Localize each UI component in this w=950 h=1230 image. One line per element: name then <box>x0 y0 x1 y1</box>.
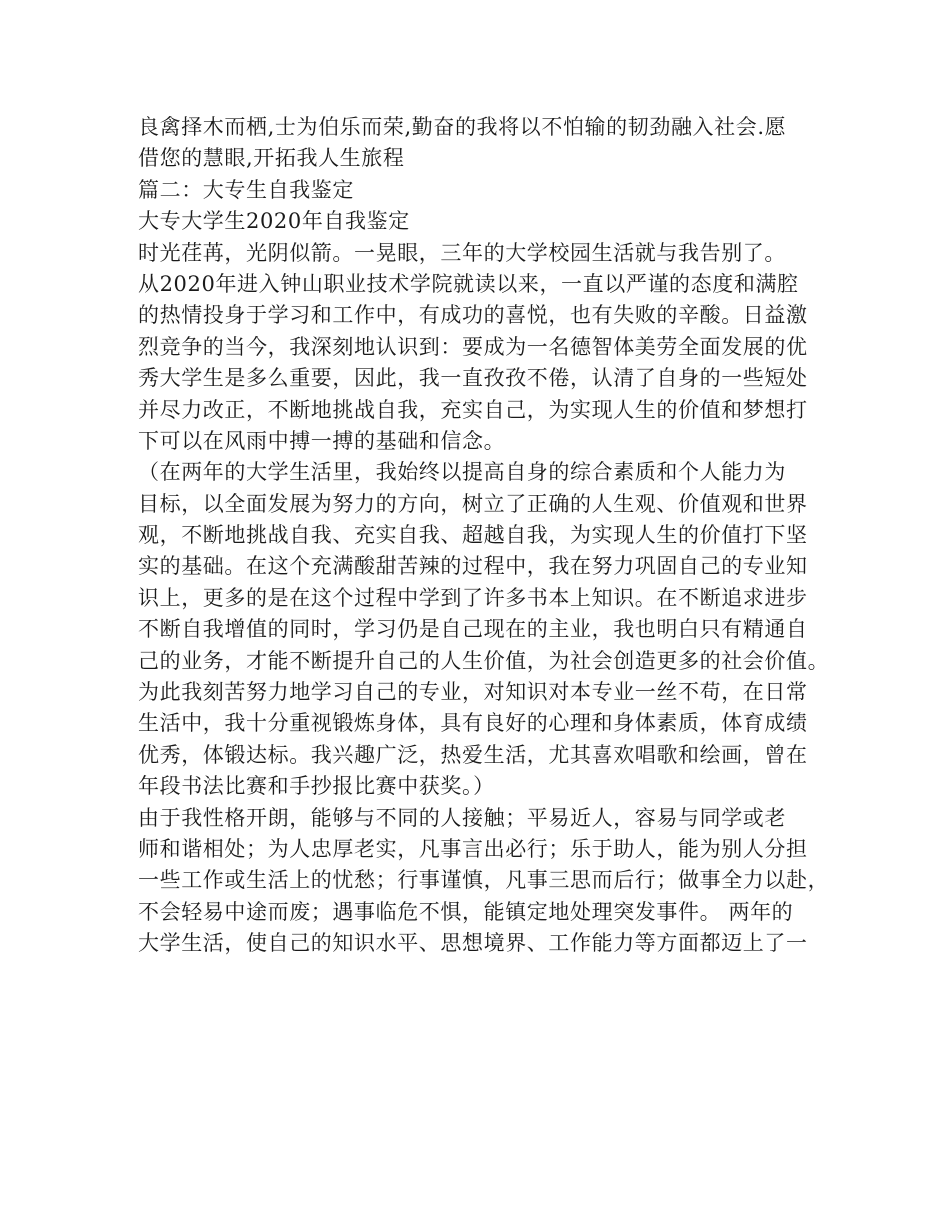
text-line: 烈竞争的当今，我深刻地认识到：要成为一名德智体美劳全面发展的优 <box>138 334 808 359</box>
text-line: 大学生活，使自己的知识水平、思想境界、工作能力等方面都迈上了一 <box>138 931 808 956</box>
text-line: （在两年的大学生活里，我始终以提高自身的综合素质和个人能力为 <box>138 460 786 485</box>
text-line: 借您的慧眼,开拓我人生旅程 <box>138 146 405 171</box>
text-line: 目标，以全面发展为努力的方向，树立了正确的人生观、价值观和世界 <box>138 491 808 516</box>
text-line: 良禽择木而栖,士为伯乐而荣,勤奋的我将以不怕输的韧劲融入社会.愿 <box>138 115 787 139</box>
text-line: 秀大学生是多么重要，因此，我一直孜孜不倦，认清了自身的一些短处 <box>138 366 808 391</box>
text-line: 实的基础。在这个充满酸甜苦辣的过程中，我在努力巩固自己的专业知 <box>138 554 808 579</box>
text-line: 为此我刻苦努力地学习自己的专业，对知识对本专业一丝不苟，在日常 <box>138 680 808 705</box>
text-line: 年段书法比赛和手抄报比赛中获奖。） <box>138 774 495 799</box>
text-line: 不会轻易中途而废；遇事临危不惧，能镇定地处理突发事件。 两年的 <box>138 899 794 924</box>
text-line: 的热情投身于学习和工作中，有成功的喜悦，也有失败的辛酸。日益激 <box>138 303 808 328</box>
text-line: 识上，更多的是在这个过程中学到了许多书本上知识。在不断追求进步 <box>138 585 808 610</box>
document-body <box>138 112 830 960</box>
text-line: 下可以在风雨中搏一搏的基础和信念。 <box>138 428 506 453</box>
section-heading: 篇二：大专生自我鉴定 <box>138 177 354 202</box>
text-line: 观，不断地挑战自我、充实自我、超越自我，为实现人生的价值打下坚 <box>138 523 808 548</box>
text-line: 一些工作或生活上的忧愁；行事谨慎，凡事三思而后行；做事全力以赴， <box>138 868 830 893</box>
text-line: 并尽力改正，不断地挑战自我，充实自己，为实现人生的价值和梦想打 <box>138 397 808 422</box>
text-line: 己的业务，才能不断提升自己的人生价值，为社会创造更多的社会价值。 <box>138 648 830 673</box>
text-line: 优秀，体锻达标。我兴趣广泛，热爱生活，尤其喜欢唱歌和绘画，曾在 <box>138 742 808 767</box>
text-line: 师和谐相处；为人忠厚老实，凡事言出必行；乐于助人，能为别人分担 <box>138 836 808 861</box>
text-line: 从2020年进入钟山职业技术学院就读以来，一直以严谨的态度和满腔 <box>138 271 799 296</box>
text-line: 由于我性格开朗，能够与不同的人接触；平易近人，容易与同学或老 <box>138 805 786 830</box>
document-subtitle: 大专大学生2020年自我鉴定 <box>138 209 410 234</box>
text-line: 生活中，我十分重视锻炼身体，具有良好的心理和身体素质，体育成绩 <box>138 711 808 736</box>
text-line: 时光荏苒，光阴似箭。一晃眼，三年的大学校园生活就与我告别了。 <box>138 240 786 265</box>
text-line: 不断自我增值的同时，学习仍是自己现在的主业，我也明白只有精通自 <box>138 617 808 642</box>
